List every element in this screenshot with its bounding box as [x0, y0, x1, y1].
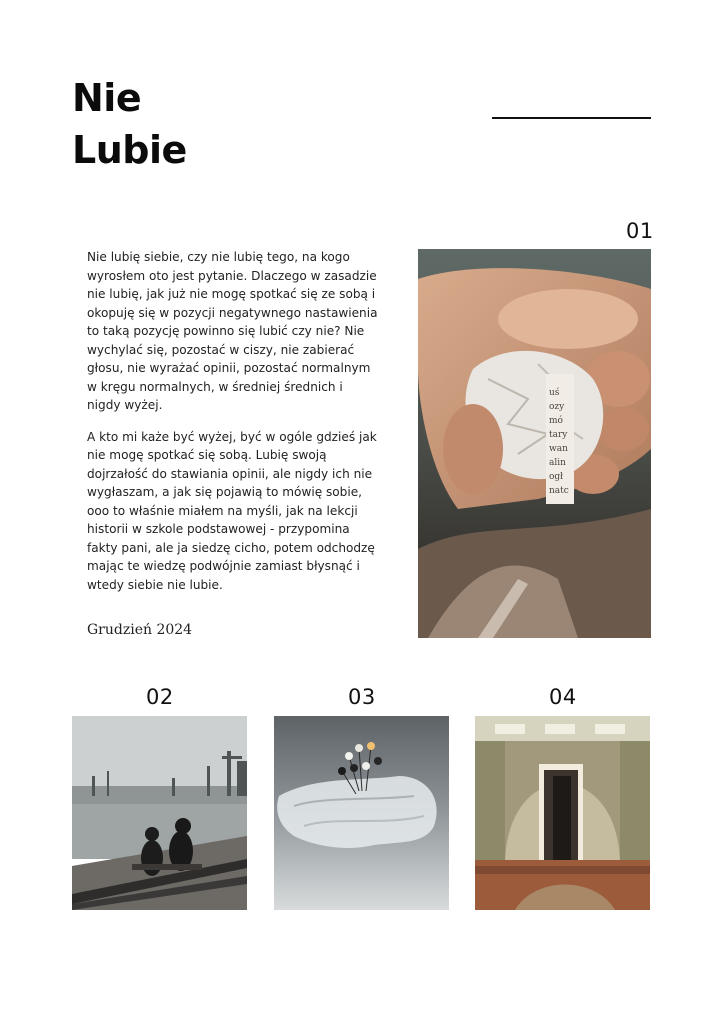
article-body — [87, 248, 379, 607]
title-line-1: Nie — [72, 76, 142, 120]
paragraph-2: A kto mi każe być wyżej, być w ogóle gdzieś jak nie mogę spotkać się sobą. Lubię swoją dojrzałość do stawiania opinii, ale nigdy ich nie wygłaszam, a jak się pojawią to mówię sobie, ooo to właśnie miałem na myśli, jak na lekcji historii w szkole podstawowej - przypomina fakty pani, ale ja siedzę cicho, potem odchodzę mając te wiedzę podwójnie zamiast błysnąć i wtedy siebie nie lubie. — [87, 429, 377, 592]
photo-number-01: 01 — [626, 219, 654, 243]
paragraph-1: Nie lubię siebie, czy nie lubię tego, na kogo wyrosłem oto jest pytanie. Dlaczego w zasadzie nie lubię, jak już nie mogę spotkać się ze sobą i okopuję się w pozycji negatywnego nastawienia to taką pozycję powinno się lubić czy nie? Nie wychylać się, pozostać w ciszy, nie zabierać głosu, nie wyrażać opinii, pozostać normalnym w kręgu normalnych, w średniej średnich i nigdy wyżej. — [87, 250, 378, 412]
note-word-1: uś — [549, 388, 560, 398]
note-word-7: ogł — [549, 472, 564, 482]
page-title — [72, 72, 187, 176]
note-word-6: alin — [549, 458, 566, 468]
note-word-5: wan — [549, 444, 568, 454]
note-word-2: ozy — [549, 402, 565, 412]
note-word-3: mó — [549, 416, 563, 426]
photo-number-03: 03 — [348, 685, 376, 709]
photo-plastic-pins — [274, 716, 449, 910]
photo-number-02: 02 — [146, 685, 174, 709]
photo-harbour-bench — [72, 716, 247, 910]
header-rule — [492, 117, 651, 119]
photo-hand-crumpled-paper — [418, 249, 651, 638]
date-label: Grudzień 2024 — [87, 622, 193, 638]
note-word-8: natc — [549, 486, 569, 496]
photo-number-04: 04 — [549, 685, 577, 709]
photo-doorway-room — [475, 716, 650, 910]
note-word-4: tary — [549, 430, 568, 440]
title-line-2: Lubie — [72, 128, 187, 172]
